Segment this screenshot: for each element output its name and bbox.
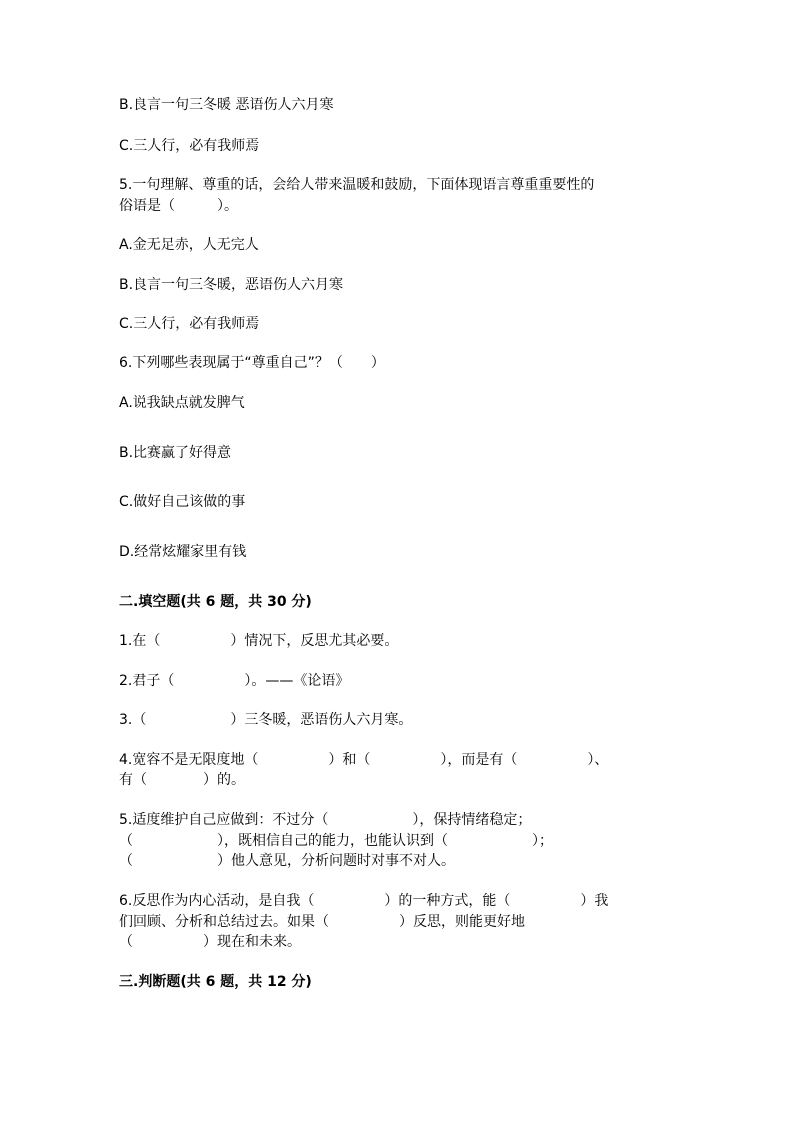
fill-6-line1: 6.反思作为内心活动，是自我（ ）的一种方式，能（ ）我 xyxy=(119,893,609,909)
fill-4-line1: 4.宽容不是无限度地（ ）和（ ），而是有（ ）、 xyxy=(119,752,609,768)
fill-5-line1: 5.适度维护自己应做到：不过分（ ），保持情绪稳定； xyxy=(119,812,532,828)
q6-option-c: C.做好自己该做的事 xyxy=(119,494,246,510)
q6-question: 6.下列哪些表现属于“尊重自己”？（ ） xyxy=(119,355,385,371)
fill-5-line3: （ ）他人意见，分析问题时对事不对人。 xyxy=(119,853,455,869)
q5-option-b: B.良言一句三冬暖，恶语伤人六月寒 xyxy=(119,277,344,293)
q5-question-line2: 俗语是（ ）。 xyxy=(119,198,238,214)
fill-1: 1.在（ ）情况下，反思尤其必要。 xyxy=(119,633,399,649)
q6-option-d: D.经常炫耀家里有钱 xyxy=(119,544,247,560)
fill-5-line2: （ ），既相信自己的能力，也能认识到（ ）； xyxy=(119,833,553,849)
q4-option-b: B.良言一句三冬暖 恶语伤人六月寒 xyxy=(119,97,334,113)
fill-6-line2: 们回顾、分析和总结过去。如果（ ）反思，则能更好地 xyxy=(119,914,525,930)
q4-option-c: C.三人行，必有我师焉 xyxy=(119,138,260,154)
q5-option-c: C.三人行，必有我师焉 xyxy=(119,316,260,332)
fill-4-line2: 有（ ）的。 xyxy=(119,772,245,788)
q6-option-a: A.说我缺点就发脾气 xyxy=(119,395,245,411)
q5-option-a: A.金无足赤，人无完人 xyxy=(119,237,259,253)
q5-question-line1: 5.一句理解、尊重的话，会给人带来温暖和鼓励，下面体现语言尊重重要性的 xyxy=(119,177,595,193)
section-3-title: 三.判断题(共 6 题，共 12 分) xyxy=(119,974,312,990)
section-2-title: 二.填空题(共 6 题，共 30 分) xyxy=(119,594,312,610)
fill-2: 2.君子（ ）。——《论语》 xyxy=(119,673,350,689)
fill-3: 3.（ ）三冬暖，恶语伤人六月寒。 xyxy=(119,712,413,728)
fill-6-line3: （ ）现在和未来。 xyxy=(119,934,301,950)
q6-option-b: B.比赛赢了好得意 xyxy=(119,445,232,461)
